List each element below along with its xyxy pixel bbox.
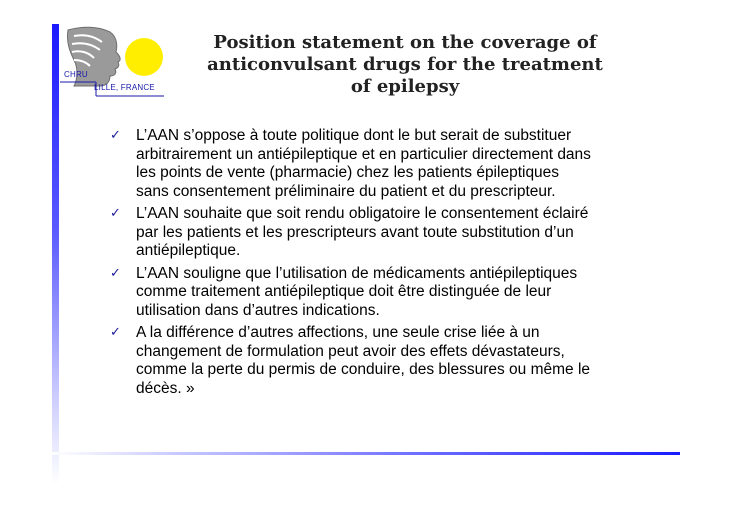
checkmark-icon: ✓ — [110, 128, 121, 143]
bullet-line: L’AAN souligne que l’utilisation de médicaments antiépileptiques — [136, 264, 578, 282]
logo-label-lille: LILLE, FRANCE — [94, 83, 155, 92]
bullet-item — [110, 265, 670, 321]
bullet-line: comme traitement antiépileptique doit être distinguée de leur — [136, 283, 552, 300]
bullet-item — [110, 324, 670, 398]
bullet-line: A la différence d’autres affections, une seule crise liée à un — [136, 324, 540, 341]
bullet-line: sans consentement préliminaire du patient et du prescripteur. — [136, 182, 556, 200]
bullet-line: utilisation dans d’autres indications. — [136, 301, 380, 319]
title-line-1: Position statement on the coverage of — [213, 32, 597, 53]
title-line-2: anticonvulsant drugs for the treatment — [207, 54, 603, 75]
bullet-item — [110, 205, 670, 261]
bullet-line: les points de vente (pharmacie) chez les patients épileptiques — [136, 164, 560, 181]
checkmark-icon: ✓ — [110, 206, 121, 221]
bottom-accent-bar — [52, 452, 680, 455]
bullet-line: décès. » — [136, 379, 195, 397]
checkmark-icon: ✓ — [110, 325, 121, 340]
bullet-item — [110, 127, 670, 201]
bullet-line: comme la perte du permis de conduire, des blessures ou même le — [136, 361, 591, 378]
checkmark-icon: ✓ — [110, 265, 121, 281]
bullet-line: L’AAN souhaite que soit rendu obligatoire le consentement éclairé — [136, 205, 589, 222]
bullet-line: L’AAN s’oppose à toute politique dont le but serait de substituer — [136, 127, 572, 144]
bullet-line: changement de formulation peut avoir des effets dévastateurs, — [136, 342, 565, 360]
logo-label-chru: CHRU — [64, 70, 88, 79]
bullet-line: arbitrairement un antiépileptique et en particulier directement dans — [136, 145, 591, 163]
bullet-list — [110, 127, 670, 402]
left-accent-bar — [52, 24, 59, 484]
bullet-line: antiépileptique. — [136, 242, 241, 259]
slide-title — [180, 32, 630, 98]
title-line-3: of epilepsy — [350, 76, 460, 97]
bullet-line: par les patients et les prescripteurs avant toute substitution d’un — [136, 223, 574, 241]
